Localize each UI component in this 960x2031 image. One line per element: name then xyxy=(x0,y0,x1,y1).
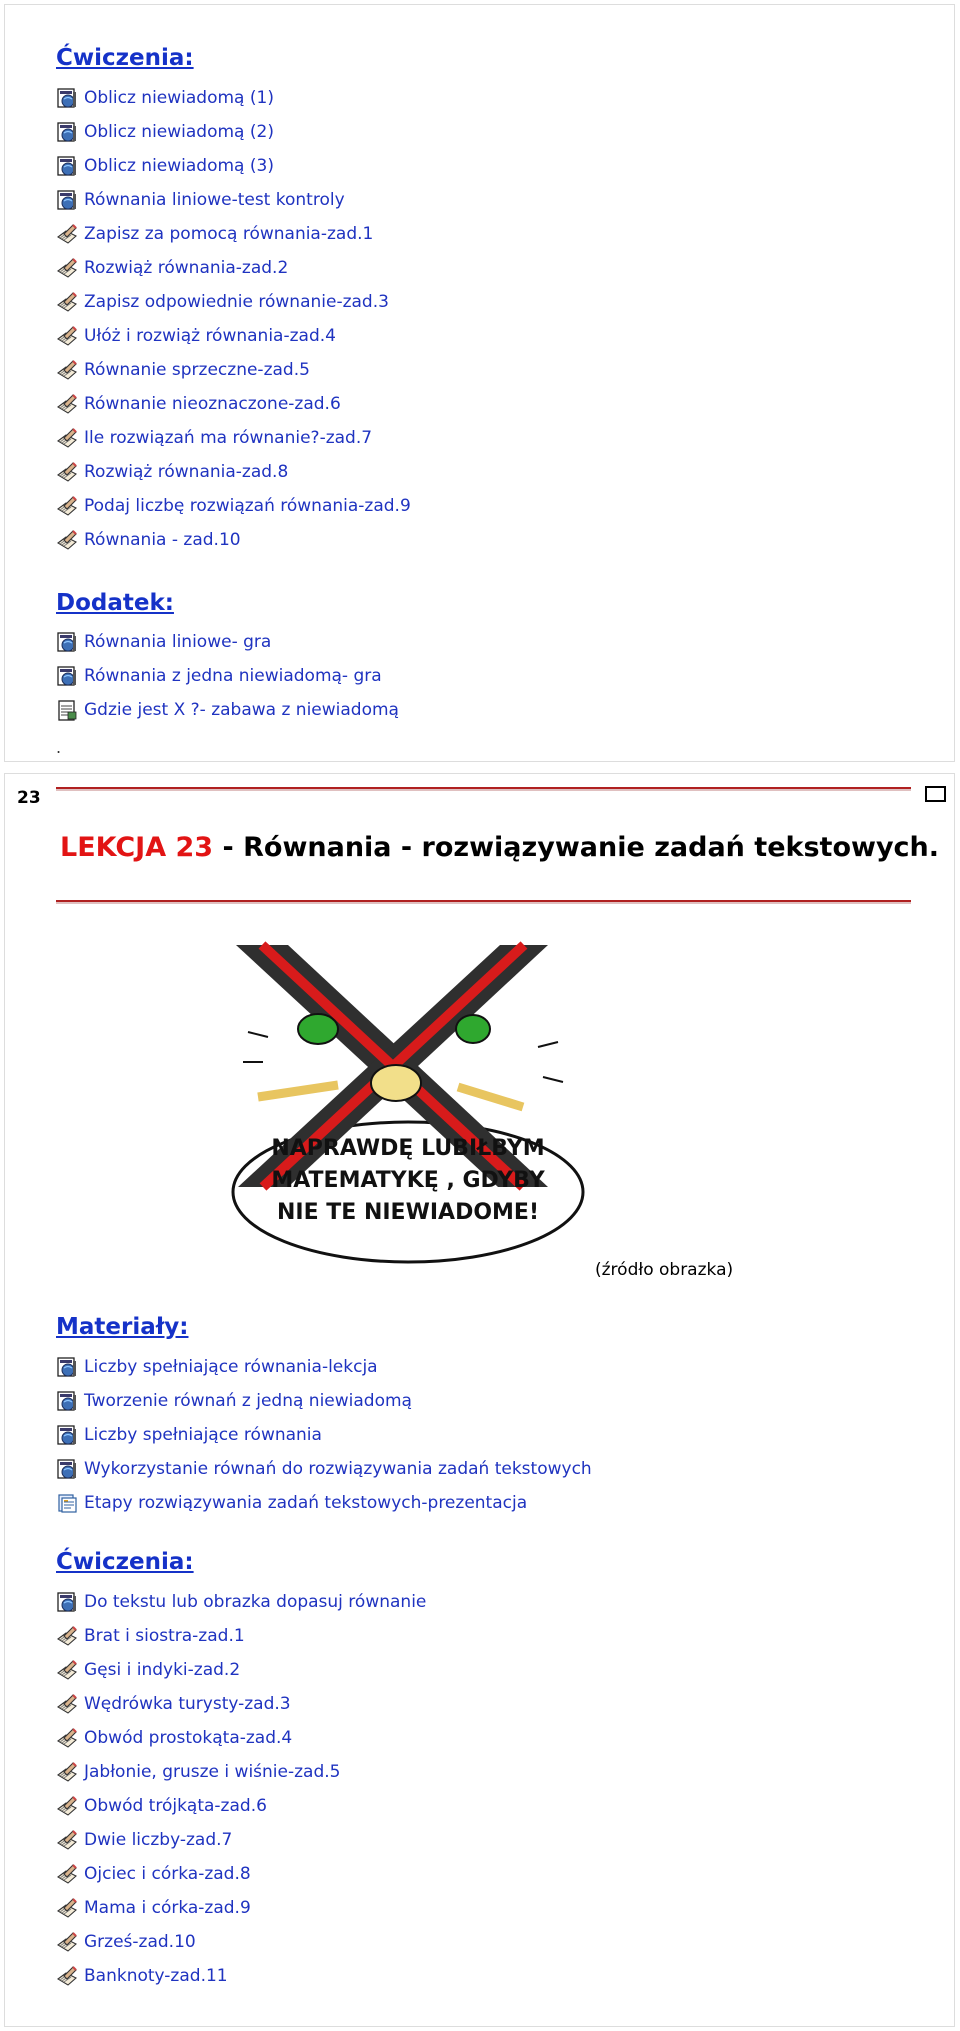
assignment-icon xyxy=(56,529,78,551)
assignment-icon xyxy=(56,1659,78,1681)
list-item[interactable] xyxy=(56,1925,426,1959)
page-icon xyxy=(56,665,78,687)
extras-heading: Dodatek: xyxy=(56,590,174,616)
list-item[interactable] xyxy=(56,1891,426,1925)
topic-block-lesson-23 xyxy=(4,773,955,2027)
list-item-link[interactable]: Podaj liczbę rozwiązań równania-zad.9 xyxy=(84,496,411,516)
list-item[interactable] xyxy=(56,1585,426,1619)
list-item-link[interactable]: Brat i siostra-zad.1 xyxy=(84,1626,245,1646)
cartoon-image xyxy=(218,937,593,1267)
list-item[interactable] xyxy=(56,1619,426,1653)
list-item-link[interactable]: Jabłonie, grusze i wiśnie-zad.5 xyxy=(84,1762,341,1782)
page-icon xyxy=(56,1424,78,1446)
list-item[interactable] xyxy=(56,625,399,659)
list-item[interactable] xyxy=(56,149,411,183)
list-item-link[interactable]: Gęsi i indyki-zad.2 xyxy=(84,1660,241,1680)
list-item-link[interactable]: Ułóż i rozwiąż równania-zad.4 xyxy=(84,326,336,346)
assignment-icon xyxy=(56,1965,78,1987)
trailing-dot: . xyxy=(56,738,62,757)
list-item[interactable] xyxy=(56,1653,426,1687)
assignment-icon xyxy=(56,1693,78,1715)
assignment-icon xyxy=(56,223,78,245)
list-item[interactable] xyxy=(56,1486,592,1520)
list-item-link[interactable]: Ile rozwiązań ma równanie?-zad.7 xyxy=(84,428,373,448)
list-item[interactable] xyxy=(56,1687,426,1721)
list-item-link[interactable]: Równania - zad.10 xyxy=(84,530,241,550)
list-item[interactable] xyxy=(56,1755,426,1789)
list-item[interactable] xyxy=(56,319,411,353)
cartoon-text-line-2: MATEMATYKĘ , GDYBY xyxy=(271,1168,545,1193)
page-icon xyxy=(56,155,78,177)
list-item[interactable] xyxy=(56,1823,426,1857)
assignment-icon xyxy=(56,1863,78,1885)
list-item[interactable] xyxy=(56,1789,426,1823)
list-item-link[interactable]: Wędrówka turysty-zad.3 xyxy=(84,1694,291,1714)
lesson-title xyxy=(60,832,939,863)
list-item[interactable] xyxy=(56,183,411,217)
top-divider xyxy=(56,787,911,791)
page-icon xyxy=(56,1390,78,1412)
lesson-exercises-list xyxy=(56,1585,426,1993)
lesson-title-prefix: LEKCJA 23 xyxy=(60,832,214,863)
page-icon xyxy=(56,121,78,143)
lesson-title-text: - Równania - rozwiązywanie zadań tekstowych. xyxy=(213,832,940,863)
assignment-icon xyxy=(56,393,78,415)
page-icon xyxy=(56,1356,78,1378)
assignment-icon xyxy=(56,1625,78,1647)
assignment-icon xyxy=(56,495,78,517)
exercises-heading: Ćwiczenia: xyxy=(56,45,194,71)
list-item[interactable] xyxy=(56,217,411,251)
list-item[interactable] xyxy=(56,523,411,557)
assignment-icon xyxy=(56,325,78,347)
list-item-link[interactable]: Obwód trójkąta-zad.6 xyxy=(84,1796,267,1816)
list-item-link[interactable]: Zapisz odpowiednie równanie-zad.3 xyxy=(84,292,389,312)
list-item-link[interactable]: Gdzie jest X ?- zabawa z niewiadomą xyxy=(84,700,399,720)
assignment-icon xyxy=(56,359,78,381)
list-item-link[interactable]: Oblicz niewiadomą (2) xyxy=(84,122,274,142)
assignment-icon xyxy=(56,461,78,483)
list-item[interactable] xyxy=(56,1418,592,1452)
extras-list xyxy=(56,625,399,727)
lesson-exercises-heading: Ćwiczenia: xyxy=(56,1549,194,1575)
materials-heading: Materiały: xyxy=(56,1314,189,1340)
list-item-link[interactable]: Grześ-zad.10 xyxy=(84,1932,196,1952)
list-item[interactable] xyxy=(56,1350,592,1384)
assignment-icon xyxy=(56,427,78,449)
bottom-divider xyxy=(56,900,911,904)
list-item[interactable] xyxy=(56,455,411,489)
list-item-link[interactable]: Tworzenie równań z jedną niewiadomą xyxy=(84,1391,412,1411)
cartoon-text-line-1: NAPRAWDĘ LUBIŁBYM xyxy=(271,1136,545,1161)
list-item[interactable] xyxy=(56,1857,426,1891)
list-item-link[interactable]: Równania z jedna niewiadomą- gra xyxy=(84,666,382,686)
list-item[interactable] xyxy=(56,81,411,115)
list-item-link[interactable]: Równania liniowe-test kontroly xyxy=(84,190,345,210)
list-item-link[interactable]: Etapy rozwiązywania zadań tekstowych-prezentacja xyxy=(84,1493,528,1513)
page-icon xyxy=(56,1591,78,1613)
list-item[interactable] xyxy=(56,1721,426,1755)
page-icon xyxy=(56,631,78,653)
list-item-link[interactable]: Banknoty-zad.11 xyxy=(84,1966,228,1986)
list-item[interactable] xyxy=(56,251,411,285)
list-item-link[interactable]: Równanie sprzeczne-zad.5 xyxy=(84,360,310,380)
assignment-icon xyxy=(56,1829,78,1851)
list-item-link[interactable]: Dwie liczby-zad.7 xyxy=(84,1830,233,1850)
list-item-link[interactable]: Oblicz niewiadomą (3) xyxy=(84,156,274,176)
list-item-link[interactable]: Równanie nieoznaczone-zad.6 xyxy=(84,394,341,414)
list-item-link[interactable]: Ojciec i córka-zad.8 xyxy=(84,1864,251,1884)
topic-block-previous xyxy=(4,4,955,762)
exercises-list xyxy=(56,81,411,557)
list-item-link[interactable]: Równania liniowe- gra xyxy=(84,632,272,652)
list-item[interactable] xyxy=(56,353,411,387)
list-item[interactable] xyxy=(56,285,411,319)
assignment-icon xyxy=(56,1931,78,1953)
assignment-icon xyxy=(56,1761,78,1783)
lesson-number: 23 xyxy=(17,788,41,808)
assignment-icon xyxy=(56,1727,78,1749)
page-icon xyxy=(56,1458,78,1480)
collapse-toggle-button[interactable] xyxy=(925,786,946,802)
list-item-link[interactable]: Mama i córka-zad.9 xyxy=(84,1898,251,1918)
cartoon-text-line-3: NIE TE NIEWIADOME! xyxy=(276,1200,540,1225)
list-item-link[interactable]: Oblicz niewiadomą (1) xyxy=(84,88,274,108)
page-icon xyxy=(56,87,78,109)
list-item[interactable] xyxy=(56,1384,592,1418)
assignment-icon xyxy=(56,257,78,279)
assignment-icon xyxy=(56,1795,78,1817)
page-icon xyxy=(56,189,78,211)
list-item-link[interactable]: Zapisz za pomocą równania-zad.1 xyxy=(84,224,374,244)
list-item-link[interactable]: Rozwiąż równania-zad.8 xyxy=(84,462,289,482)
list-item[interactable] xyxy=(56,115,411,149)
list-item[interactable] xyxy=(56,489,411,523)
notepad-icon xyxy=(56,699,78,721)
list-item[interactable] xyxy=(56,387,411,421)
list-item-link[interactable]: Obwód prostokąta-zad.4 xyxy=(84,1728,293,1748)
assignment-icon xyxy=(56,1897,78,1919)
list-item-link[interactable]: Do tekstu lub obrazka dopasuj równanie xyxy=(84,1592,427,1612)
materials-list xyxy=(56,1350,592,1520)
list-item[interactable] xyxy=(56,1452,592,1486)
list-item[interactable] xyxy=(56,659,399,693)
assignment-icon xyxy=(56,291,78,313)
image-source-link[interactable]: (źródło obrazka) xyxy=(595,1260,734,1280)
list-item-link[interactable]: Rozwiąż równania-zad.2 xyxy=(84,258,289,278)
list-item[interactable] xyxy=(56,1959,426,1993)
presentation-icon xyxy=(56,1492,78,1514)
list-item-link[interactable]: Liczby spełniające równania xyxy=(84,1425,322,1445)
list-item[interactable] xyxy=(56,421,411,455)
list-item-link[interactable]: Liczby spełniające równania-lekcja xyxy=(84,1357,378,1377)
list-item[interactable] xyxy=(56,693,399,727)
list-item-link[interactable]: Wykorzystanie równań do rozwiązywania zadań tekstowych xyxy=(84,1459,592,1479)
